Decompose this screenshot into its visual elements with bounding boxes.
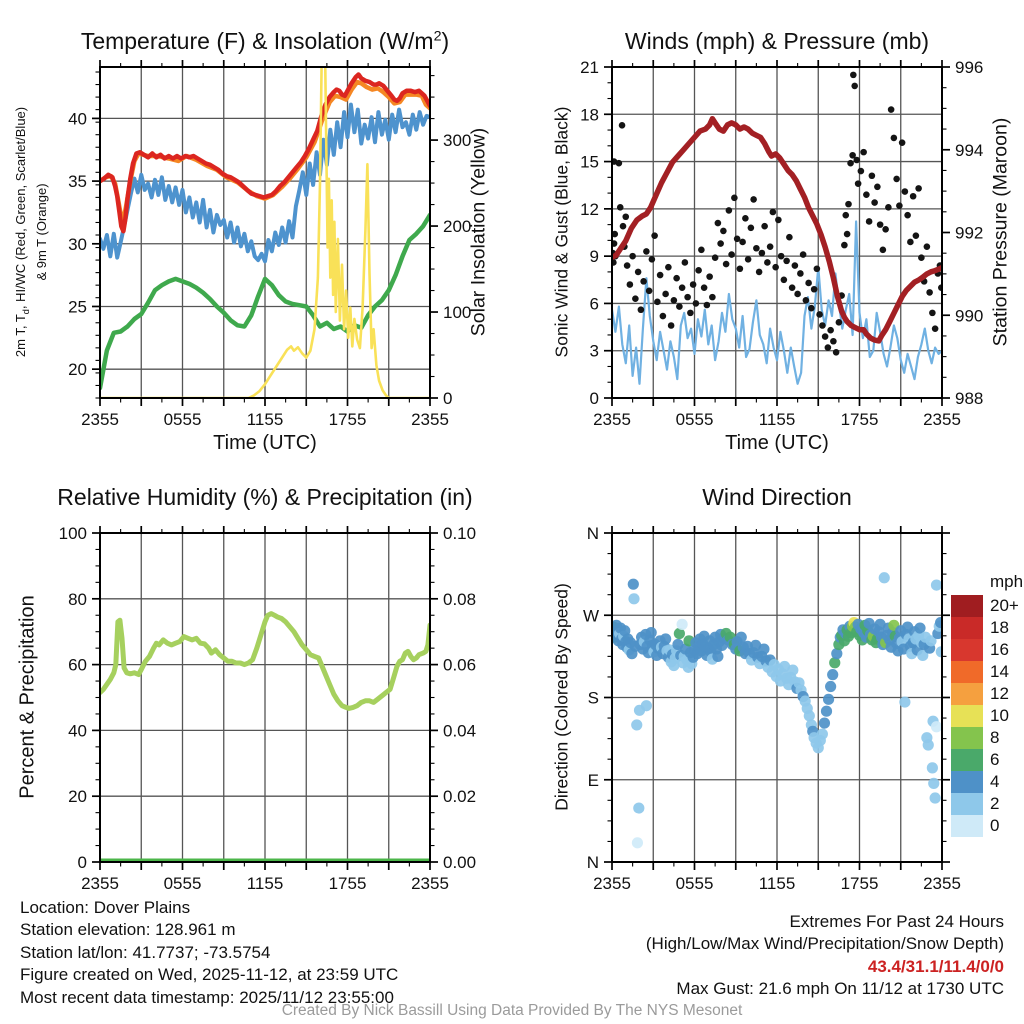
svg-text:100: 100 xyxy=(58,524,87,543)
chart-rh_precip xyxy=(59,524,476,893)
svg-text:0555: 0555 xyxy=(163,874,202,893)
svg-text:W: W xyxy=(582,606,599,626)
legend-label-0: 0 xyxy=(990,816,1000,835)
svg-text:12: 12 xyxy=(580,199,599,219)
legend-label-18: 18 xyxy=(990,618,1009,637)
svg-text:0: 0 xyxy=(77,853,87,872)
legend-swatch-0 xyxy=(951,815,983,837)
svg-text:1755: 1755 xyxy=(328,874,367,893)
extremes-heading: Extremes For Past 24 Hours xyxy=(789,912,1004,931)
station-info xyxy=(20,897,398,1009)
legend-swatch-20+ xyxy=(951,595,983,617)
legend-label-2: 2 xyxy=(990,794,1000,813)
temp-right-axis-label: Solar Insolation (Yellow) xyxy=(467,127,490,337)
svg-text:6: 6 xyxy=(589,294,599,314)
svg-text:25: 25 xyxy=(68,297,87,317)
station-elevation: Station elevation: 128.961 m xyxy=(20,920,236,940)
svg-text:2355: 2355 xyxy=(923,410,961,429)
svg-text:2355: 2355 xyxy=(81,874,119,893)
svg-text:1755: 1755 xyxy=(840,874,879,893)
max-gust: Max Gust: 21.6 mph On 11/12 at 1730 UTC xyxy=(676,979,1004,999)
chart-temp_insolation xyxy=(68,28,471,429)
legend-label-6: 6 xyxy=(990,750,1000,769)
svg-text:0.08: 0.08 xyxy=(443,589,477,609)
legend-label-8: 8 xyxy=(990,728,1000,747)
svg-text:0555: 0555 xyxy=(675,410,714,429)
extremes-block xyxy=(646,911,1004,1001)
svg-text:100: 100 xyxy=(443,303,472,323)
station-latlon: Station lat/lon: 41.7737; -73.5754 xyxy=(20,942,271,962)
svg-text:0.10: 0.10 xyxy=(443,524,477,543)
legend-label-16: 16 xyxy=(990,640,1009,659)
svg-text:40: 40 xyxy=(68,109,87,129)
svg-text:1155: 1155 xyxy=(758,874,796,893)
winds-x-axis-label: Time (UTC) xyxy=(725,432,829,454)
svg-text:15: 15 xyxy=(580,152,599,172)
svg-text:21: 21 xyxy=(580,58,599,77)
svg-text:2355: 2355 xyxy=(81,410,119,429)
legend-swatch-10 xyxy=(951,705,983,727)
station-location: Location: Dover Plains xyxy=(20,898,191,917)
figure-created: Figure created on Wed, 2025-11-12, at 23:59 UTC xyxy=(20,965,399,985)
svg-text:0.00: 0.00 xyxy=(443,853,477,872)
svg-text:35: 35 xyxy=(68,172,87,192)
legend-label-10: 10 xyxy=(990,706,1009,725)
rh-left-axis-label: Percent & Precipitation xyxy=(16,595,39,799)
winds-right-axis-label: Station Pressure (Maroon) xyxy=(989,117,1012,347)
svg-text:20: 20 xyxy=(68,360,87,380)
svg-text:0: 0 xyxy=(589,389,599,408)
legend-label-12: 12 xyxy=(990,684,1009,703)
svg-text:S: S xyxy=(587,688,599,708)
svg-text:18: 18 xyxy=(580,105,599,125)
svg-text:0: 0 xyxy=(443,389,453,408)
svg-text:992: 992 xyxy=(955,223,984,243)
svg-text:0.06: 0.06 xyxy=(443,655,477,675)
svg-text:1755: 1755 xyxy=(328,410,367,429)
svg-text:990: 990 xyxy=(955,306,984,326)
winddir-left-axis-label: Direction (Colored By Speed) xyxy=(551,583,572,811)
legend-swatch-6 xyxy=(951,749,983,771)
legend-label-20+: 20+ xyxy=(990,596,1019,615)
svg-text:0555: 0555 xyxy=(163,410,202,429)
svg-text:994: 994 xyxy=(955,140,984,160)
svg-text:N: N xyxy=(586,853,599,872)
legend-swatch-18 xyxy=(951,617,983,639)
svg-text:30: 30 xyxy=(68,234,87,254)
svg-text:9: 9 xyxy=(589,247,599,267)
svg-text:60: 60 xyxy=(68,655,87,675)
legend-swatch-2 xyxy=(951,793,983,815)
svg-text:E: E xyxy=(587,770,599,790)
svg-text:1755: 1755 xyxy=(840,410,879,429)
legend-swatch-16 xyxy=(951,639,983,661)
legend-swatch-12 xyxy=(951,683,983,705)
temp-left-axis-label: 2m T, $T_d$, HI/WC (Red, Green, Scarlet/Blue) & 9m T (Orange) xyxy=(13,106,49,358)
credit-line: Created By Nick Bassill Using Data Provided By The NYS Mesonet xyxy=(281,1002,743,1019)
legend-swatch-8 xyxy=(951,727,983,749)
svg-text:1155: 1155 xyxy=(758,410,796,429)
svg-text:2355: 2355 xyxy=(411,410,449,429)
svg-text:20: 20 xyxy=(68,787,87,807)
svg-text:2355: 2355 xyxy=(411,874,449,893)
svg-text:1155: 1155 xyxy=(246,874,284,893)
extremes-values: 43.4/31.1/11.4/0/0 xyxy=(867,956,1004,976)
temp-x-axis-label: Time (UTC) xyxy=(213,432,317,454)
svg-text:2355: 2355 xyxy=(923,874,961,893)
legend-title: mph xyxy=(990,572,1024,591)
svg-text:80: 80 xyxy=(68,589,87,609)
wind-speed-colorbar-labels xyxy=(990,595,1019,837)
svg-text:3: 3 xyxy=(589,341,599,361)
svg-text:0.02: 0.02 xyxy=(443,787,477,807)
wind-speed-colorbar xyxy=(951,595,983,837)
extremes-subheading: (High/Low/Max Wind/Precipitation/Snow Depth) xyxy=(645,934,1004,954)
chart-title-humidity: Relative Humidity (%) & Precipitation (in) xyxy=(57,484,473,510)
winds-left-axis-label: Sonic Wind & Gust (Blue, Black) xyxy=(551,106,572,358)
svg-text:1155: 1155 xyxy=(246,410,284,429)
svg-text:996: 996 xyxy=(955,58,984,77)
chart-wind_direction xyxy=(583,524,961,893)
svg-text:40: 40 xyxy=(68,721,87,741)
legend-label-4: 4 xyxy=(990,772,1000,791)
chart-title-winds: Winds (mph) & Pressure (mb) xyxy=(624,28,930,54)
legend-swatch-4 xyxy=(951,771,983,793)
data-timestamp: Most recent data timestamp: 2025/11/12 23:55:00 xyxy=(20,987,394,1007)
svg-text:0555: 0555 xyxy=(675,874,714,893)
chart-title-wind-direction: Wind Direction xyxy=(702,484,852,510)
legend-swatch-14 xyxy=(951,661,983,683)
svg-text:200: 200 xyxy=(443,217,472,237)
svg-text:0.04: 0.04 xyxy=(443,721,477,741)
svg-text:N: N xyxy=(586,524,599,543)
svg-text:2355: 2355 xyxy=(593,874,631,893)
chart-winds_pressure xyxy=(580,58,983,429)
svg-text:300: 300 xyxy=(443,131,472,151)
svg-text:988: 988 xyxy=(955,389,984,408)
chart-title-temperature: Temperature (F) & Insolation $(W/m^2)$ xyxy=(80,28,450,54)
legend-label-14: 14 xyxy=(990,662,1009,681)
svg-text:2355: 2355 xyxy=(593,410,631,429)
